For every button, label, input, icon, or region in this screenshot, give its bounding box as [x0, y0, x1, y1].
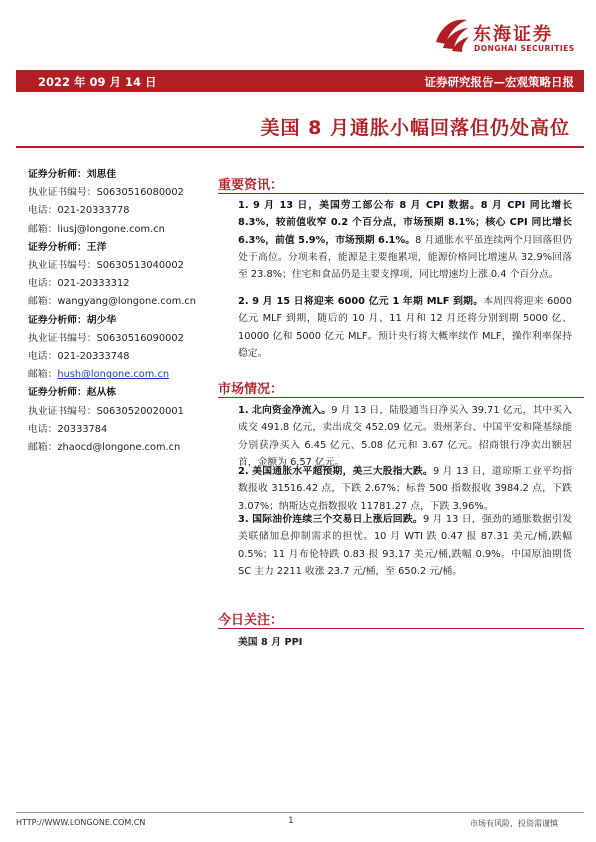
report-date: 2022 年 09 月 14 日 — [38, 75, 157, 89]
key-info-item — [238, 293, 572, 362]
analyst-email-label: 邮箱： — [28, 369, 58, 381]
risk-warning: 市场有风险，投资需谨慎 — [470, 819, 558, 828]
key-info-divider — [218, 193, 584, 194]
analyst-license: 执业证书编号：S0630513040002 — [28, 260, 184, 272]
analyst-block — [28, 166, 198, 239]
today-divider — [218, 628, 584, 629]
market-item — [238, 463, 572, 515]
key-info-item-head: 2. 9 月 15 日将迎来 6000 亿元 1 年期 MLF 到期。 — [238, 296, 484, 307]
market-item-body: 9 月 13 日，道琼斯工业平均指数报收 31516.42 点，下跌 2.67%；标普 500 指数报收 3984.2 点，下跌 3.07%；纳斯达克指数报收 11781.27 点，下跌 3.96%。 — [238, 466, 572, 512]
today-item: 美国 8 月 PPI — [238, 637, 303, 648]
market-item-head: 3. 国际油价连续三个交易日上涨后回跌。 — [238, 514, 423, 525]
analyst-email: 邮箱：zhaocd@longone.com.cn — [28, 442, 181, 454]
market-item-body: 9 月 13 日，陆股通当日净买入 39.71 亿元，其中买入成交 491.8 亿元，卖出成交 452.09 亿元。贵州茅台、中国平安和隆基绿能分别获净买入 6.45 亿元、5.08 亿元和 3.67 亿元。招商银行净卖出额居首，金额为 6.57 亿元。 — [238, 405, 572, 468]
title-divider — [16, 146, 584, 148]
market-item — [238, 402, 572, 471]
footer-url[interactable]: HTTP://WWW.LONGONE.COM.CN — [16, 818, 146, 827]
company-logo — [433, 14, 583, 58]
market-item-head: 2. 美国通胀水平超预期，美三大股指大跌。 — [238, 466, 433, 477]
analyst-email-link[interactable]: hush@longone.com.cn — [57, 369, 170, 381]
analyst-name: 证券分析师：胡少华 — [28, 314, 117, 326]
key-info-item-body: 本周四将迎来 6000 亿元 MLF 到期，随后的 10 月、11 月和 12 月还将分别到期 5000 亿、10000 亿和 5000 亿元 MLF。预计央行将大概率续作 MLF，操作利率保持稳定。 — [238, 296, 572, 359]
analyst-license: 执业证书编号：S0630516080002 — [28, 187, 184, 199]
analyst-block — [28, 384, 198, 457]
key-info-item-body: 8 月通胀水平虽连续两个月回落但仍处于高位。分项来看，能源是主要拖累项，能源价格同比增速从 32.9%回落至 23.8%；住宅和食品仍是主要支撑项，同比增速均上涨 0.4 个百分点。 — [238, 234, 572, 281]
market-item-head: 1. 北向资金净流入。 — [238, 405, 332, 416]
analyst-block — [28, 239, 198, 312]
key-info-heading: 重要资讯： — [218, 178, 284, 193]
analyst-phone: 电话：20333784 — [28, 423, 108, 435]
logo-name-cn: 东海证券 — [473, 24, 553, 45]
page-number: 1 — [288, 816, 294, 826]
market-heading: 市场情况： — [218, 382, 284, 397]
analyst-name: 证券分析师：刘思佳 — [28, 169, 117, 180]
footer-divider — [16, 812, 584, 813]
analyst-phone: 电话：021-20333312 — [28, 278, 130, 290]
analyst-email: 邮箱：wangyang@longone.com.cn — [28, 296, 196, 308]
analyst-block — [28, 312, 198, 385]
logo-name-en: DONGHAI SECURITIES — [474, 44, 575, 53]
wave-logo-icon — [433, 14, 471, 54]
analyst-phone: 电话：021-20333778 — [28, 205, 130, 217]
analyst-phone: 电话：021-20333748 — [28, 351, 130, 363]
header-band — [16, 70, 584, 92]
analyst-license: 执业证书编号：S0630516090002 — [28, 332, 184, 344]
analyst-name: 证券分析师：王洋 — [28, 241, 107, 253]
analyst-email — [28, 366, 198, 384]
analyst-name: 证券分析师：赵从栋 — [28, 387, 117, 399]
market-item — [238, 511, 572, 580]
key-info-item — [238, 197, 572, 283]
analyst-email: 邮箱：liusj@longone.com.cn — [28, 223, 165, 235]
analyst-list — [28, 166, 198, 457]
market-item-body: 9 月 13 日，强劲的通胀数据引发美联储加息抑制需求的担忧。10 月 WTI 跌 0.47 报 87.31 美元/桶,跌幅 0.5%；11 月布伦特跌 0.83 报 93.17 美元/桶,跌幅 0.9%。中国原油期货 SC 主力 2211 收涨 23.7 元/桶，至 650.2 元/桶。 — [238, 514, 572, 577]
report-title: 美国 8 月通胀小幅回落但仍处高位 — [260, 117, 570, 139]
market-divider — [218, 397, 584, 398]
analyst-license: 执业证书编号：S0630520020001 — [28, 405, 184, 417]
today-heading: 今日关注： — [218, 613, 284, 628]
key-info-item-head: 1. 9 月 13 日，美国劳工部公布 8 月 CPI 数据。8 月 CPI 同比增长 8.3%，较前值收窄 0.2 个百分点，市场预期 8.1%；核心 CPI 同比增长 6.3%，前值 5.9%，市场预期 6.1%。 — [238, 200, 572, 246]
report-type: 证券研究报告—宏观策略日报 — [424, 75, 574, 89]
